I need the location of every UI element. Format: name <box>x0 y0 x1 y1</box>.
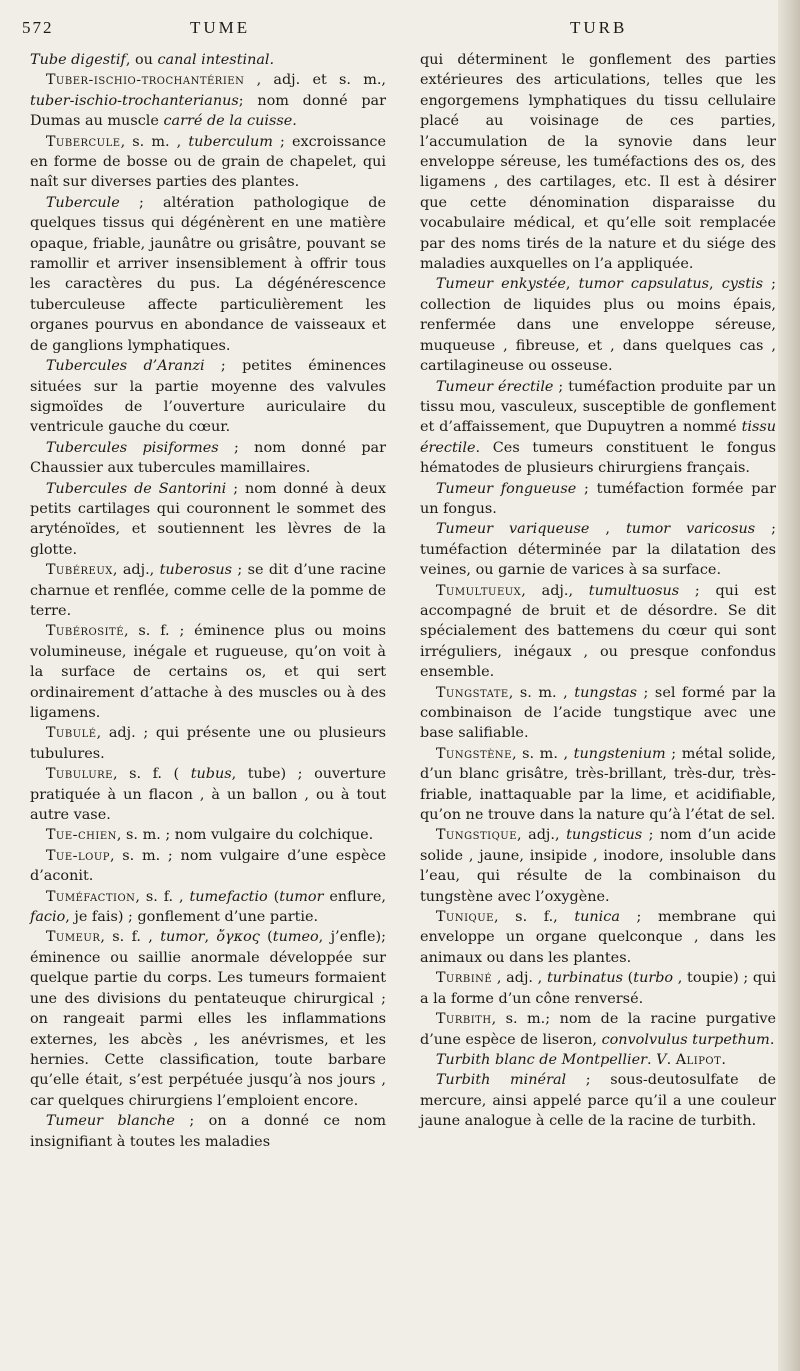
dictionary-entry: Tungstène, s. m. , tungstenium ; métal solide, d’un blanc grisâtre, très-brillant, très-dur, très-friable, inattaquable par la lime, et acidifiable, qu’on ne trouve dans la nature qu’à l’état de sel. <box>420 745 776 824</box>
dictionary-entry: Tubérosité, s. f. ; éminence plus ou moins volumineuse, inégale et rugueuse, qu’on voit à la surface de certains os, et qui sert ordinairement d’attache à des muscles ou à des ligamens. <box>30 623 386 721</box>
dictionary-entry: Turbith minéral ; sous-deutosulfate de mercure, ainsi appelé parce qu’il a une couleur jaune analogue à celle de la racine de turbith. <box>420 1072 776 1130</box>
dictionary-entry: Tumeur fongueuse ; tuméfaction formée par un fongus. <box>420 480 776 517</box>
dictionary-entry: Tue-loup, s. m. ; nom vulgaire d’une espèce d’aconit. <box>30 847 386 885</box>
dictionary-entry: Turbith blanc de Montpellier. V. Alipot. <box>435 1051 726 1068</box>
dictionary-entry: Tubercules de Santorini ; nom donné à deux petits cartilages qui couronnent le sommet des aryténoïdes, et soutiennent les lèvres de la glotte. <box>30 480 386 558</box>
dictionary-entry: Tue-chien, s. m. ; nom vulgaire du colchique. <box>45 827 374 844</box>
dictionary-entry: Turbiné , adj. , turbinatus (turbo , toupie) ; qui a la forme d’un cône renversé. <box>420 970 776 1007</box>
dictionary-entry: Tumeur enkystée, tumor capsulatus, cystis ; collection de liquides plus ou moins épais, renfermée dans une enveloppe séreuse, muqueuse , fibreuse, et , dans quelques cas , cartilagineuse ou osseuse. <box>420 276 776 375</box>
dictionary-entry: Tubulé, adj. ; qui présente une ou plusieurs tubulures. <box>30 725 386 762</box>
dictionary-entry: Tungstique, adj., tungsticus ; nom d’un acide solide , jaune, insipide , inodore, insoluble dans l’eau, qui résulte de la combinaison du tungstène avec l’oxygène. <box>420 827 776 905</box>
dictionary-entry: Tungstate, s. m. , tungstas ; sel formé par la combinaison de l’acide tungstique avec une base salifiable. <box>420 684 776 742</box>
left-column <box>30 50 386 1152</box>
dictionary-entry: Tubercules d’Aranzi ; petites éminences situées sur la partie moyenne des valvules sigmoïdes de l’ouverture auriculaire du ventricule gauche du cœur. <box>30 358 386 436</box>
running-head-right-word: TURB <box>570 18 628 37</box>
right-column <box>420 50 776 1132</box>
dictionary-entry: Tunique, s. f., tunica ; membrane qui enveloppe un organe quelconque , dans les animaux ou dans les plantes. <box>420 909 776 966</box>
page-number: 572 <box>22 18 54 37</box>
running-head-left-word: TUME <box>190 18 251 37</box>
dictionary-entry: Tumultueux, adj., tumultuosus ; qui est accompagné de bruit et de désordre. Se dit spécialement des battemens du cœur qui sont irréguliers, inégaux , ou presque confondus ensemble. <box>420 582 776 681</box>
dictionary-entry: Tumeur blanche ; on a donné ce nom insignifiant à toutes les maladies <box>30 1113 386 1150</box>
dictionary-entry: Tubercules pisiformes ; nom donné par Chaussier aux tubercules mamillaires. <box>30 439 386 477</box>
dictionary-entry: Tubercule, s. m. , tuberculum ; excroissance en forme de bosse ou de grain de chapelet, qui naît sur diverses parties des plantes. <box>30 133 386 191</box>
dictionary-entry: Tumeur érectile ; tuméfaction produite par un tissu mou, vasculeux, susceptible de gonflement et d’affaissement, que Dupuytren a nommé tissu érectile. Ces tumeurs constituent le fongus hématodes de plusieurs chirurgiens français. <box>420 378 776 477</box>
continued-entry-text: Tube digestif, ou canal intestinal. <box>30 52 275 68</box>
continued-entry-text: qui déterminent le gonflement des parties extérieures des articulations, telles que les engorgemens lymphatiques du tissu cellulaire placé au voisinage de ces parties, l’accumulation de la synovie dans leur enveloppe séreuse, les tuméfactions des os, des ligamens , des cartilages, etc. Il est à désirer que cette dénomination disparaisse du vocabulaire médical, et qu’elle soit remplacée par des noms tirés de la nature et du siége des maladies auxquelles on l’a appliquée. <box>420 52 776 273</box>
dictionary-entry: Tubercule ; altération pathologique de quelques tissus qui dégénèrent en une matière opaque, friable, jaunâtre ou grisâtre, pouvant se ramollir et arriver insensiblement à offrir tous les caractères du pus. La dégénérescence tuberculeuse affecte particulièrement les organes pourvus en abondance de vaisseaux et de ganglions lymphatiques. <box>30 194 386 354</box>
dictionary-entry: Tubéreux, adj., tuberosus ; se dit d’une racine charnue et renflée, comme celle de la pomme de terre. <box>30 562 386 619</box>
running-head <box>0 18 800 48</box>
dictionary-entry: Turbith, s. m.; nom de la racine purgative d’une espèce de liseron, convolvulus turpethum. <box>420 1011 776 1048</box>
page-edge-shadow <box>778 0 800 1371</box>
dictionary-entry: Tubulure, s. f. ( tubus, tube) ; ouverture pratiquée à un flacon , à un ballon , ou à tout autre vase. <box>30 766 386 824</box>
dictionary-entry: Tumeur, s. f. , tumor, ὄγκος (tumeo, j’enfle); éminence ou saillie anormale développée sur quelque partie du corps. Les tumeurs formaient une des divisions du pentateuque chirurgical ; on rangeait parmi elles les inflammations externes, les abcès , les anévrismes, et les hernies. Cette classification, toute barbare qu’elle était, s’est perpétuée jusqu’à nos jours , car quelques chirurgiens l’emploient encore. <box>30 929 386 1109</box>
dictionary-entry: Tuber-ischio-trochantérien , adj. et s. m., tuber-ischio-trochanterianus; nom donné par Dumas au muscle carré de la cuisse. <box>30 72 386 130</box>
dictionary-entry: Tumeur variqueuse , tumor varicosus ; tuméfaction déterminée par la dilatation des veines, ou garnie de varices à sa surface. <box>420 521 776 579</box>
dictionary-entry: Tuméfaction, s. f. , tumefactio (tumor enflure, facio, je fais) ; gonflement d’une partie. <box>30 888 386 926</box>
